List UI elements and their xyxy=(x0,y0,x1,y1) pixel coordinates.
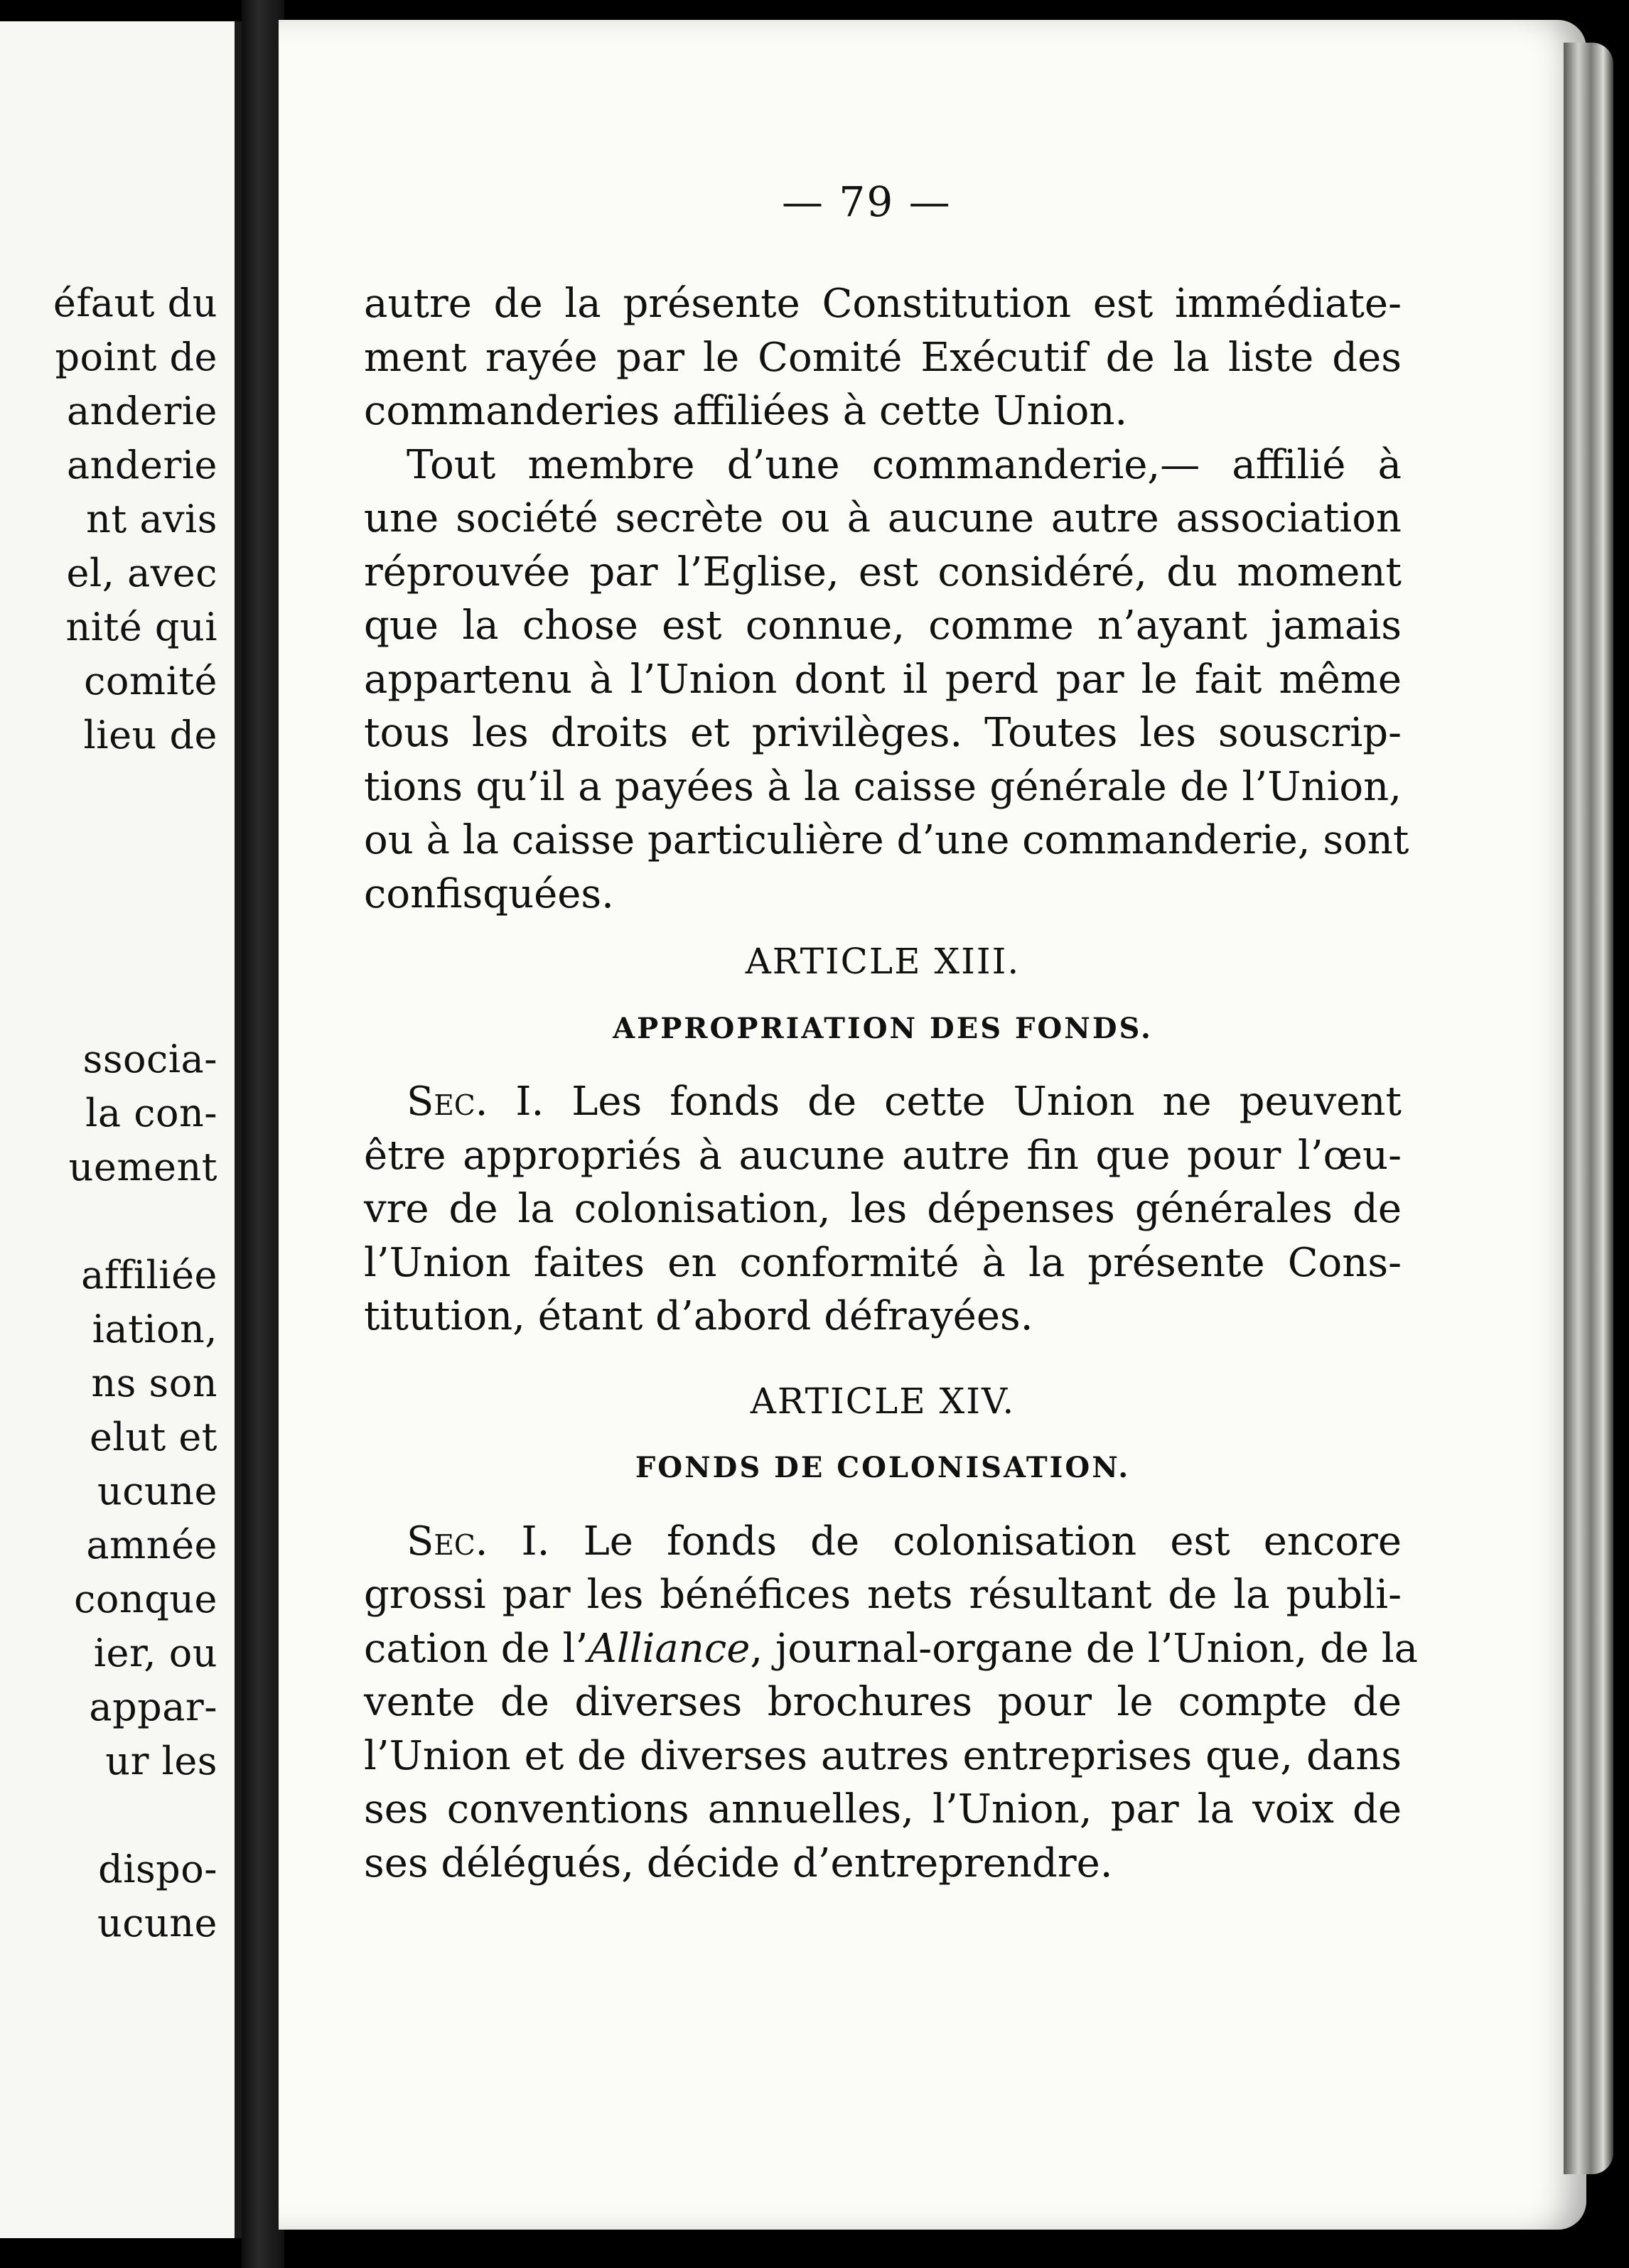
facing-page-line: dispo- xyxy=(98,1847,217,1891)
facing-page-line: ur les xyxy=(105,1739,217,1783)
text-run: , journal-organe de l’Union, de la xyxy=(750,1625,1419,1672)
text-run: Les fonds de cette Union ne peuvent xyxy=(544,1079,1402,1125)
facing-page-line: ucune xyxy=(97,1901,217,1945)
text-line: être appropriés à aucune autre fin que pour l’œu- xyxy=(364,1132,1402,1179)
text-line xyxy=(364,1622,1419,1676)
facing-page-line: anderie xyxy=(66,443,217,487)
facing-page-line: uement xyxy=(68,1145,217,1189)
text-line: vente de diverses brochures pour le compte de xyxy=(364,1679,1402,1725)
text-line: une société secrète ou à aucune autre association xyxy=(364,495,1402,541)
section-label: Sec. I. xyxy=(407,1079,544,1125)
facing-page-line: amnée xyxy=(86,1523,217,1567)
page-edge xyxy=(1564,43,1613,2174)
text-line: ment rayée par le Comité Exécutif de la liste des xyxy=(364,334,1402,381)
article-13-heading: ARTICLE XIII. xyxy=(745,941,1021,982)
facing-page-line: éfaut du xyxy=(53,281,217,325)
facing-page-line: iation, xyxy=(92,1307,217,1351)
facing-page-line: ssocia- xyxy=(82,1037,217,1081)
text-line: ou à la caisse particulière d’une commanderie, sont xyxy=(364,817,1409,863)
text-run: cation de l’ xyxy=(364,1625,588,1672)
facing-page-line: comité xyxy=(84,659,217,703)
gutter-shadow xyxy=(242,0,284,2268)
text-line: grossi par les bénéfices nets résultant de la publi- xyxy=(364,1572,1402,1618)
text-line: tions qu’il a payées à la caisse générale de l’Union, xyxy=(364,763,1402,810)
text-line: réprouvée par l’Eglise, est considéré, du moment xyxy=(364,549,1402,595)
facing-page-line: conque xyxy=(74,1577,217,1621)
text-line: que la chose est connue, comme n’ayant jamais xyxy=(364,603,1402,649)
facing-page-line: anderie xyxy=(66,389,217,433)
text-line: commanderies affiliées à cette Union. xyxy=(364,388,1128,434)
text-line: appartenu à l’Union dont il perd par le fait même xyxy=(364,656,1402,703)
text-line: titution, étant d’abord défrayées. xyxy=(364,1293,1033,1339)
text-line: l’Union et de diverses autres entreprises que, dans xyxy=(364,1732,1402,1779)
facing-page-line: la con- xyxy=(85,1091,217,1135)
article-14-subheading: FONDS DE COLONISATION. xyxy=(635,1451,1131,1484)
text-line xyxy=(364,1075,1402,1129)
facing-page-line: appar- xyxy=(89,1685,217,1729)
facing-page-line: ns son xyxy=(91,1361,217,1405)
text-line xyxy=(364,1515,1402,1569)
facing-page-line: point de xyxy=(55,335,217,379)
facing-page-line: ier, ou xyxy=(93,1631,217,1675)
text-line: tous les droits et privilèges. Toutes les souscrip- xyxy=(364,710,1402,756)
text-run: Le fonds de colonisation est encore xyxy=(549,1518,1402,1565)
facing-page-line: lieu de xyxy=(83,713,217,757)
article-14-section-1 xyxy=(364,1515,1419,1891)
article-13-subheading: APPROPRIATION DES FONDS. xyxy=(613,1011,1153,1045)
section-label: Sec. I. xyxy=(407,1518,550,1565)
facing-page-line: el, avec xyxy=(66,551,217,595)
text-line: vre de la colonisation, les dépenses générales de xyxy=(364,1186,1402,1232)
article-13-section-1 xyxy=(364,1075,1402,1344)
text-line: autre de la présente Constitution est immédiate- xyxy=(364,281,1402,327)
facing-page-line: affiliée xyxy=(81,1253,217,1297)
page-body xyxy=(364,277,1419,1890)
facing-page-line: ucune xyxy=(97,1469,217,1513)
facing-page-line: nité qui xyxy=(65,605,217,649)
facing-page-line: nt avis xyxy=(86,497,217,541)
paragraph-2 xyxy=(364,438,1409,922)
facing-page-line: elut et xyxy=(89,1415,217,1459)
text-line: confisquées. xyxy=(364,870,614,917)
journal-title: Alliance xyxy=(588,1625,751,1672)
paragraph-1 xyxy=(364,277,1402,438)
page-number: — 79 — xyxy=(782,178,952,226)
text-line: ses conventions annuelles, l’Union, par la voix de xyxy=(364,1786,1402,1832)
spacer xyxy=(364,1344,1402,1361)
article-14-heading: ARTICLE XIV. xyxy=(750,1380,1016,1422)
text-line: ses délégués, décide d’entreprendre. xyxy=(364,1840,1113,1886)
facing-page xyxy=(0,21,244,2238)
text-line: Tout membre d’une commanderie,— affilié à xyxy=(407,441,1402,488)
text-line: l’Union faites en conformité à la présente Cons- xyxy=(364,1239,1402,1286)
